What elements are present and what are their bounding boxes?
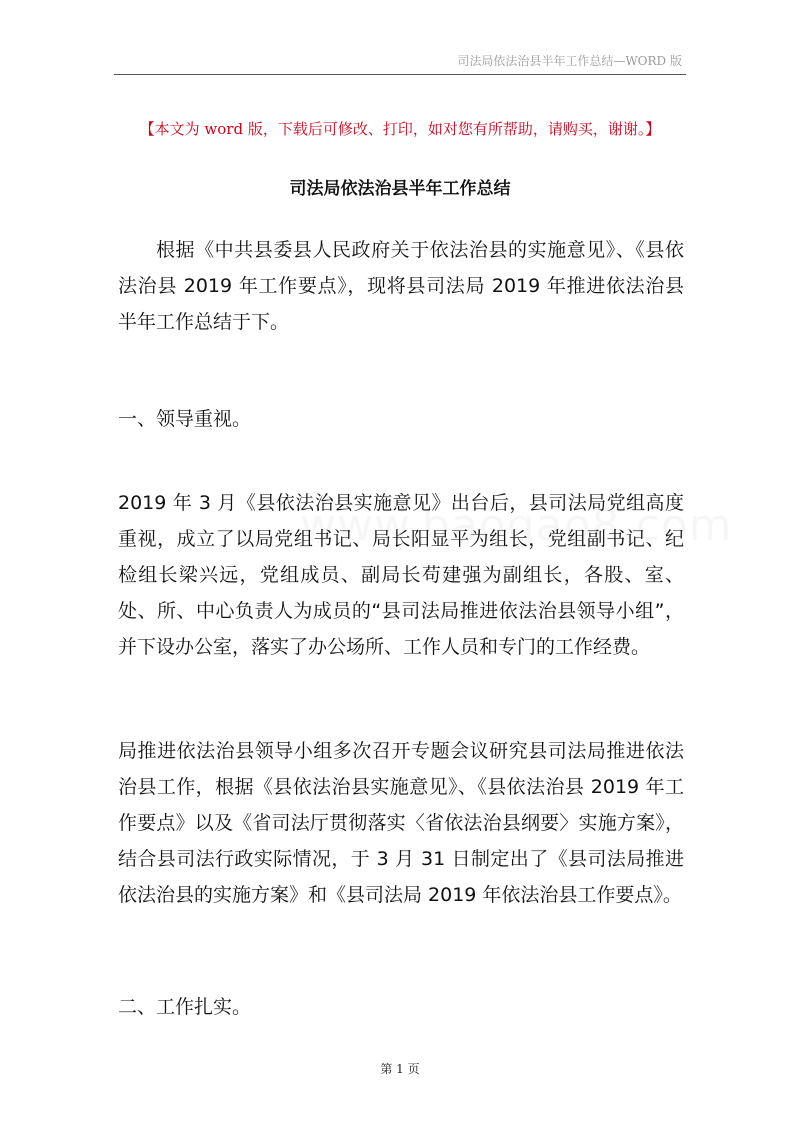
section-heading-one — [118, 401, 684, 437]
section-one-paragraph-1-text: 2019 年 3 月《县依法治县实施意见》出台后，县司法局党组高度重视，成立了以局党组书记、局长阳显平为组长，党组副书记、纪检组长梁兴远，党组成员、副局长苟建强为副组长，各股、室、处、所、中心负责人为成员的“县司法局推进依法治县领导小组”，并下设办公室，落实了办公场所、工作人员和专门的工作经费。 — [118, 492, 684, 658]
section-heading-two-text: 二、工作扎实。 — [118, 996, 252, 1018]
intro-text: 根据《中共县委县人民政府关于依法治县的实施意见》、《县依法治县 2019 年工作要点》，现将县司法局 2019 年推进依法治县半年工作总结于下。 — [118, 239, 684, 333]
running-header: 司法局依法治县半年工作总结—WORD 版 — [457, 54, 682, 68]
page-number: 第 1 页 — [380, 1062, 420, 1076]
section-one-paragraph-2-text: 局推进依法治县领导小组多次召开专题会议研究县司法局推进依法治县工作，根据《县依法治县实施意见》、《县依法治县 2019 年工作要点》以及《省司法厅贯彻落实〈省依法治县纲要〉实施方案》，结合县司法行政实际情况，于 3 月 31 日制定出了《县司法局推进依法治县的实施方案》和《县司法局 2019 年依法治县工作要点》。 — [118, 740, 684, 906]
header-divider — [114, 74, 686, 75]
section-one-paragraph-2 — [118, 733, 684, 913]
purchase-notice: 【本文为 word 版，下载后可修改、打印，如对您有所帮助，请购买，谢谢。】 — [139, 120, 661, 138]
document-title: 司法局依法治县半年工作总结 — [289, 179, 511, 199]
section-heading-two — [118, 989, 684, 1025]
intro-paragraph — [118, 232, 684, 340]
section-heading-one-text: 一、领导重视。 — [118, 408, 252, 430]
section-one-paragraph-1 — [118, 485, 684, 665]
